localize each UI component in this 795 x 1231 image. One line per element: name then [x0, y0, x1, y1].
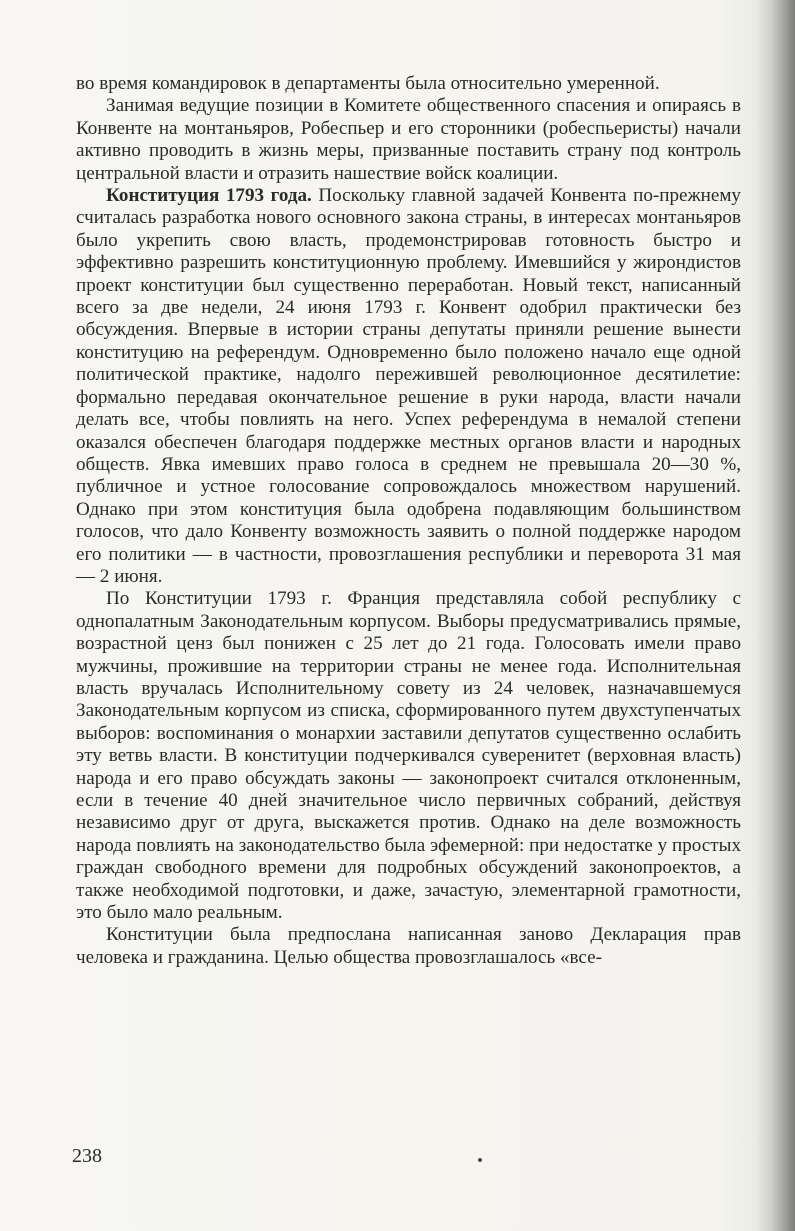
paragraph-text: Поскольку главной задачей Конвента по-прежнему считалась разработка нового основного закона страны, в интересах монтаньяров было укрепить свою власть, продемонстрировав готовность быстро и эффективно разрешить конституционную проблему. Имевшийся у жирондистов проект конституции был существенно переработан. Новый текст, написанный всего за две недели, 24 июня 1793 г. Конвент одобрил практически без обсуждения. Впервые в истории страны депутаты приняли решение вынести конституцию на референдум. Одновременно было положено начало еще одной политической практике, надолго пережившей революционное десятилетие: формально передавая окончательное решение в руки народа, власти начали делать все, чтобы повлиять на него. Успех референдума в немалой степени оказался обеспечен благодаря поддержке местных органов власти и народных обществ. Явка имевших право голоса в среднем не превышала 20—30 %, публичное и устное голосование сопровождалось множеством нарушений. Однако при этом конституция была одобрена подавляющим большинством голосов, что дало Конвенту возможность заявить о полной поддержке народом его политики — в частности, провозглашения республики и переворота 31 мая — 2 июня.	[76, 185, 741, 587]
paragraph-constitution-1793	[76, 185, 741, 588]
print-mark	[478, 1158, 482, 1162]
paragraph-text: Конституции была предпослана написанная заново Декларация прав человека и гражданина. Целью общества провозглашалось «все-	[76, 924, 741, 968]
paragraph-text: во время командировок в департаменты была относительно умеренной.	[76, 73, 660, 94]
page-number: 238	[72, 1145, 102, 1167]
paragraph	[76, 924, 741, 969]
paragraph	[76, 95, 741, 185]
paragraph	[76, 73, 741, 95]
paragraph-text: По Конституции 1793 г. Франция представляла собой республику с однопалатным Законодательным корпусом. Выборы предусматривались прямые, возрастной ценз был понижен с 25 лет до 21 года. Голосовать имели право мужчины, прожившие на территории страны не менее года. Исполнительная власть вручалась Исполнительному совету из 24 человек, назначавшемуся Законодательным корпусом из списка, сформированного путем двухступенчатых выборов: воспоминания о монархии заставили депутатов существенно ослабить эту ветвь власти. В конституции подчеркивался суверенитет (верховная власть) народа и его право обсуждать законы — законопроект считался отклоненным, если в течение 40 дней значительное число первичных собраний, действуя независимо друг от друга, выскажется против. Однако на деле возможность народа повлиять на законодательство была эфемерной: при недостатке у простых граждан свободного времени для подробных обсуждений законопроектов, а также необходимой подготовки, и даже, зачастую, элементарной грамотности, это было мало реальным.	[76, 588, 741, 924]
body-text	[76, 73, 741, 969]
section-heading: Конституция 1793 года.	[106, 185, 312, 207]
paragraph	[76, 588, 741, 924]
paragraph-text: Занимая ведущие позиции в Комитете общественного спасения и опираясь в Конвенте на монтаньяров, Робеспьер и его сторонники (робеспьеристы) начали активно проводить в жизнь меры, призванные поставить страну под контроль центральной власти и отразить нашествие войск коалиции.	[76, 95, 741, 184]
